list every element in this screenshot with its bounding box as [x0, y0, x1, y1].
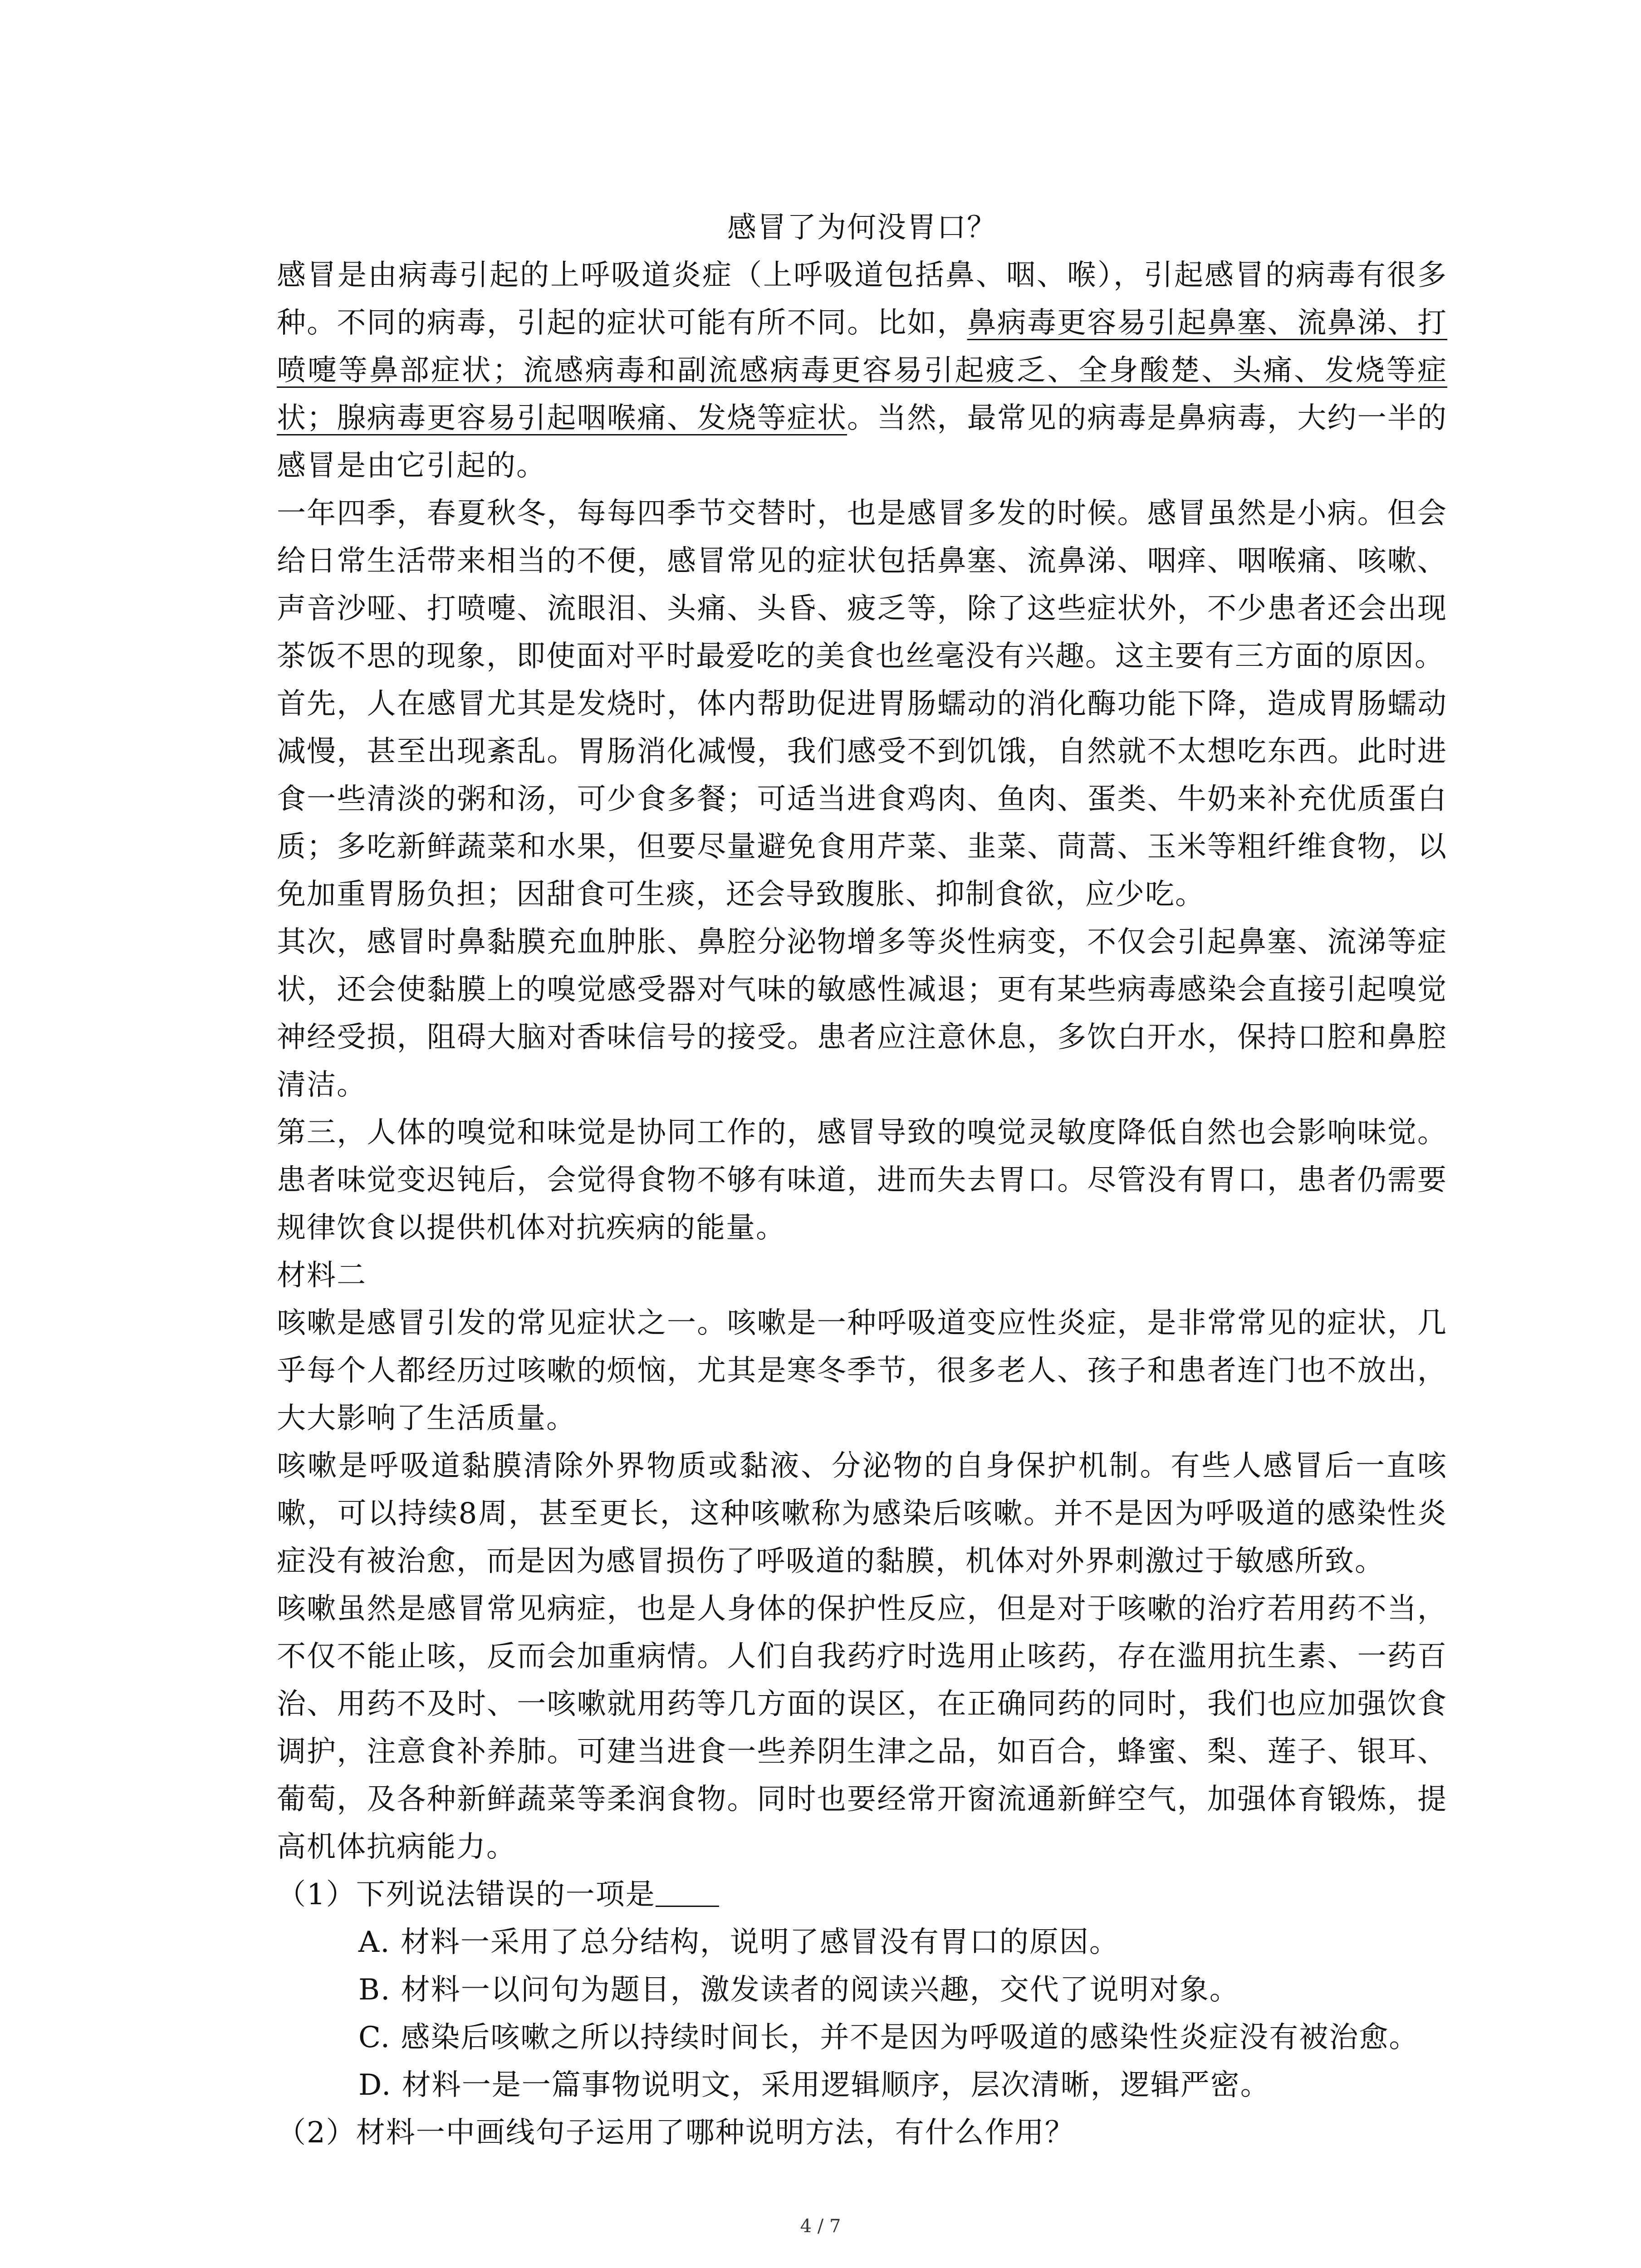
option-c: C. 感染后咳嗽之所以持续时间长，并不是因为呼吸道的感染性炎症没有被治愈。: [358, 2021, 1419, 2054]
material1-p1-text-before: 感冒是由病毒引起的上呼吸道炎症（上呼吸道包括鼻、咽、喉），引起感冒的病毒有很多种。不同的病毒，引起的症状可能有所不同。比如，: [277, 259, 1447, 340]
question-2: （2）材料一中画线句子运用了哪种说明方法，有什么作用？: [277, 2116, 1075, 2150]
material2-paragraph-1: 咳嗽是感冒引发的常见症状之一。咳嗽是一种呼吸道变应性炎症，是非常常见的症状，几乎每个人都经历过咳嗽的烦恼，尤其是寒冬季节，很多老人、孩子和患者连门也不放出，大大影响了生活质量。: [277, 1306, 1447, 1435]
material1-paragraph-2: 一年四季，春夏秋冬，每每四季节交替时，也是感冒多发的时候。感冒虽然是小病。但会给日常生活带来相当的不便，感冒常见的症状包括鼻塞、流鼻涕、咽痒、咽喉痛、咳嗽、声音沙哑、打喷嚏、流眼泪、头痛、头昏、疲乏等，除了这些症状外，不少患者还会出现茶饭不思的现象，即使面对平时最爱吃的美食也丝毫没有兴趣。这主要有三方面的原因。: [277, 497, 1447, 673]
question-1: [277, 1871, 1447, 1919]
answer-blank: [656, 1878, 719, 1907]
material2-label: 材料二: [277, 1259, 367, 1292]
material2-paragraph-2: 咳嗽是呼吸道黏膜清除外界物质或黏液、分泌物的自身保护机制。有些人感冒后一直咳嗽，可以持续8周，甚至更长，这种咳嗽称为感染后咳嗽。并不是因为呼吸道的感染性炎症没有被治愈，而是因为感冒损伤了呼吸道的黏膜，机体对外界刺激过于敏感所致。: [277, 1449, 1447, 1578]
question-1-text: （1）下列说法错误的一项是: [277, 1878, 656, 1911]
material1-paragraph-3: 首先，人在感冒尤其是发烧时，体内帮助促进胃肠蠕动的消化酶功能下降，造成胃肠蠕动减慢，甚至出现紊乱。胃肠消化减慢，我们感受不到饥饿，自然就不太想吃东西。此时进食一些清淡的粥和汤，可少食多餐；可适当进食鸡肉、鱼肉、蛋类、牛奶来补充优质蛋白质；多吃新鲜蔬菜和水果，但要尽量避免食用芹菜、韭菜、茼蒿、玉米等粗纤维食物，以免加重胃肠负担；因甜食可生痰，还会导致腹胀、抑制食欲，应少吃。: [277, 687, 1447, 911]
material1-paragraph-5: 第三，人体的嗅觉和味觉是协同工作的，感冒导致的嗅觉灵敏度降低自然也会影响味觉。患者味觉变迟钝后，会觉得食物不够有味道，进而失去胃口。尽管没有胃口，患者仍需要规律饮食以提供机体对抗疾病的能量。: [277, 1116, 1447, 1245]
page-number: 4 / 7: [800, 2216, 841, 2237]
option-b: B. 材料一以问句为题目，激发读者的阅读兴趣，交代了说明对象。: [358, 1973, 1239, 2007]
material1-paragraph-4: 其次，感冒时鼻黏膜充血肿胀、鼻腔分泌物增多等炎性病变，不仅会引起鼻塞、流涕等症状，还会使黏膜上的嗅觉感受器对气味的敏感性减退；更有某些病毒感染会直接引起嗅觉神经受损，阻碍大脑对香味信号的接受。患者应注意休息，多饮白开水，保持口腔和鼻腔清洁。: [277, 925, 1447, 1102]
underlined-sentence: 鼻病毒更容易引起鼻塞、流鼻涕、打喷嚏等鼻部症状；流感病毒和副流感病毒更容易引起疲乏、全身酸楚、头痛、发烧等症状；腺病毒更容易引起咽喉痛、发烧等症状: [277, 306, 1448, 435]
option-a: A. 材料一采用了总分结构，说明了感冒没有胃口的原因。: [358, 1926, 1119, 1959]
article-title: 感冒了为何没胃口？: [727, 211, 997, 244]
material1-p1-text-after: 。当然，最常见的病毒是鼻病毒，大约一半的感冒是由它引起的。: [277, 401, 1447, 483]
option-d: D. 材料一是一篇事物说明文，采用逻辑顺序，层次清晰，逻辑严密。: [358, 2068, 1270, 2102]
material2-paragraph-3: 咳嗽虽然是感冒常见病症，也是人身体的保护性反应，但是对于咳嗽的治疗若用药不当，不仅不能止咳，反而会加重病情。人们自我药疗时选用止咳药，存在滥用抗生素、一药百治、用药不及时、一咳嗽就用药等几方面的误区，在正确同药的同时，我们也应加强饮食调护，注意食补养肺。可建当进食一些养阴生津之品，如百合，蜂蜜、梨、莲子、银耳、葡萄，及各种新鲜蔬菜等柔润食物。同时也要经常开窗流通新鲜空气，加强体育锻炼，提高机体抗病能力。: [277, 1592, 1447, 1864]
document-body: [277, 204, 1447, 2157]
material1-paragraph-1: [277, 252, 1447, 490]
question-1-options: [277, 1919, 1447, 2109]
